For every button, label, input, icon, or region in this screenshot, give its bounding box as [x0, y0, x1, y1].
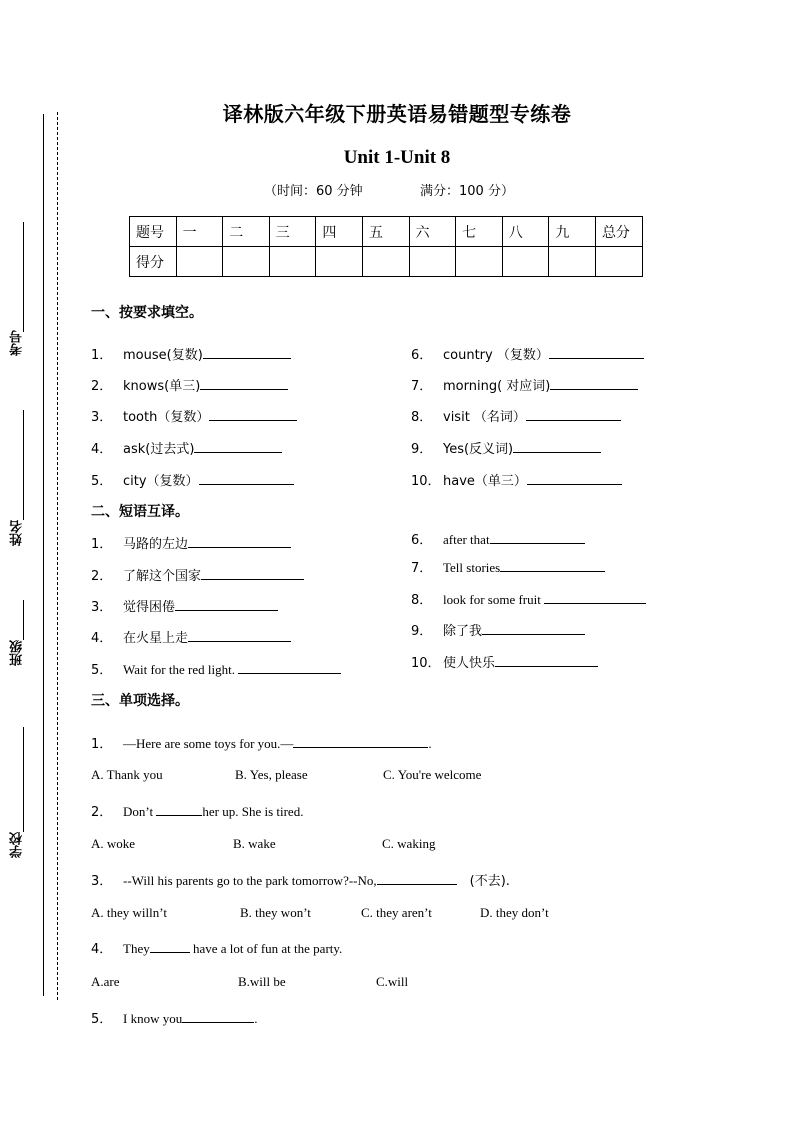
answer-blank[interactable]: [156, 803, 202, 816]
mcq-question: [91, 733, 432, 752]
section1-item: [91, 344, 291, 363]
item-text: 除了我: [443, 624, 483, 639]
section1-item: [411, 344, 644, 363]
section2-item: [91, 533, 291, 552]
item-number: 7．: [411, 561, 433, 576]
section2-item: [91, 565, 304, 584]
item-text: 觉得困倦: [123, 600, 176, 615]
item-number: 10．: [411, 474, 441, 489]
answer-blank[interactable]: [495, 654, 598, 667]
item-text: city（复数）: [123, 474, 199, 489]
score-input-cell[interactable]: [595, 247, 642, 277]
score-cell-header: 八: [502, 217, 549, 247]
mcq-question: [91, 1008, 257, 1027]
answer-blank[interactable]: [513, 440, 601, 453]
mcq-option[interactable]: C. waking: [382, 836, 436, 851]
section1-item: [411, 470, 622, 489]
answer-blank[interactable]: [238, 661, 341, 674]
answer-blank[interactable]: [544, 591, 646, 604]
mcq-option[interactable]: B. Yes, please: [235, 767, 308, 782]
class-blank[interactable]: [23, 600, 24, 640]
exam-no-label: 考号: [10, 330, 25, 356]
score-cell-header: 总分: [595, 217, 642, 247]
score-input-cell[interactable]: [316, 247, 363, 277]
mcq-option[interactable]: A. they willn’t: [91, 905, 167, 920]
section2-item: [91, 659, 341, 678]
answer-blank[interactable]: [209, 408, 297, 421]
full-score: 满分：100 分）: [420, 184, 514, 199]
section2-item: [411, 557, 605, 576]
item-text: tooth（复数）: [123, 410, 210, 425]
item-number: 3．: [91, 410, 113, 425]
question-text: her up. She is tired.: [202, 804, 304, 819]
mcq-option[interactable]: B.will be: [238, 974, 286, 989]
item-number: 5．: [91, 1012, 113, 1027]
item-number: 3．: [91, 874, 113, 889]
mcq-option[interactable]: C.will: [376, 974, 409, 989]
page-title: 译林版六年级下册英语易错题型专练卷: [222, 102, 572, 126]
section2-item: [411, 620, 585, 639]
item-number: 8．: [411, 593, 433, 608]
item-number: 10．: [411, 656, 441, 671]
item-text: knows(单三): [123, 379, 201, 394]
question-end: .: [428, 736, 432, 751]
item-text: morning( 对应词): [443, 379, 551, 394]
score-input-cell[interactable]: [176, 247, 223, 277]
answer-blank[interactable]: [200, 377, 288, 390]
item-number: 6．: [411, 533, 433, 548]
section2-item: [411, 652, 598, 671]
score-cell-header: 一: [176, 217, 223, 247]
section1-item: [411, 406, 621, 425]
section2-item: [411, 529, 585, 548]
score-input-cell[interactable]: [269, 247, 316, 277]
item-text: Tell stories: [443, 560, 501, 575]
section1-item: [411, 438, 601, 457]
answer-blank[interactable]: [550, 377, 638, 390]
section1-item: [91, 470, 294, 489]
answer-blank[interactable]: [526, 408, 621, 421]
score-input-cell[interactable]: [409, 247, 456, 277]
answer-blank[interactable]: [150, 940, 190, 953]
item-text: visit （名词）: [443, 410, 526, 425]
section3-heading: 三、单项选择。: [91, 693, 189, 709]
mcq-option[interactable]: A.are: [91, 974, 120, 989]
item-number: 2．: [91, 805, 113, 820]
answer-blank[interactable]: [377, 872, 457, 885]
answer-blank[interactable]: [549, 346, 644, 359]
score-table: [129, 216, 643, 277]
item-number: 2．: [91, 379, 113, 394]
item-number: 4．: [91, 631, 113, 646]
item-number: 4．: [91, 942, 113, 957]
mcq-option[interactable]: B. they won’t: [240, 905, 311, 920]
name-blank[interactable]: [23, 410, 24, 520]
answer-blank[interactable]: [194, 440, 282, 453]
score-cell-header: 六: [409, 217, 456, 247]
section2-item: [91, 596, 278, 615]
score-input-cell[interactable]: [223, 247, 270, 277]
score-table-score-row: [130, 247, 643, 277]
score-input-cell[interactable]: [502, 247, 549, 277]
answer-blank[interactable]: [188, 629, 291, 642]
school-blank[interactable]: [23, 727, 24, 832]
item-number: 7．: [411, 379, 433, 394]
exam-no-blank[interactable]: [23, 222, 24, 332]
item-number: 9．: [411, 442, 433, 457]
item-number: 1．: [91, 348, 113, 363]
answer-blank[interactable]: [482, 622, 585, 635]
item-text: look for some fruit: [443, 592, 541, 607]
section1-item: [91, 438, 282, 457]
answer-blank[interactable]: [182, 1010, 254, 1023]
score-input-cell[interactable]: [549, 247, 596, 277]
mcq-question: [91, 938, 342, 957]
item-number: 9．: [411, 624, 433, 639]
answer-blank[interactable]: [527, 472, 622, 485]
item-text: have（单三）: [443, 474, 527, 489]
page-subtitle: Unit 1-Unit 8: [343, 147, 451, 168]
answer-blank[interactable]: [500, 559, 605, 572]
time-limit: （时间：60 分钟: [264, 184, 363, 199]
answer-blank[interactable]: [490, 531, 585, 544]
item-text: Wait for the red light.: [123, 662, 235, 677]
section2-item: [411, 589, 646, 608]
score-input-cell[interactable]: [456, 247, 503, 277]
question-end: .: [254, 1011, 258, 1026]
question-text: have a lot of fun at the party.: [192, 941, 343, 956]
question-text: They: [123, 941, 150, 956]
answer-blank[interactable]: [199, 472, 294, 485]
section1-item: [91, 406, 297, 425]
mcq-option[interactable]: B. wake: [233, 836, 276, 851]
item-number: 4．: [91, 442, 113, 457]
mcq-option[interactable]: A. woke: [91, 836, 136, 851]
answer-blank[interactable]: [293, 735, 428, 748]
mcq-question: [91, 801, 303, 820]
answer-blank[interactable]: [188, 535, 291, 548]
answer-blank[interactable]: [175, 598, 278, 611]
question-text: --Will his parents go to the park tomorrow?--No,: [123, 873, 377, 888]
question-text: Don’t: [123, 804, 154, 819]
item-text: Yes(反义词): [443, 442, 514, 457]
question-text: —Here are some toys for you.—: [123, 736, 294, 751]
item-text: 了解这个国家: [123, 569, 202, 584]
score-row-label: 得分: [130, 247, 177, 277]
name-label: 姓名: [10, 520, 25, 546]
score-cell-header: 九: [549, 217, 596, 247]
answer-blank[interactable]: [203, 346, 291, 359]
item-text: 在火星上走: [123, 631, 189, 646]
margin-solid-line: [43, 114, 44, 996]
mcq-question: [91, 870, 510, 889]
item-number: 2．: [91, 569, 113, 584]
question-hint: (不去).: [469, 874, 510, 889]
margin-dashed-line: [57, 112, 58, 1000]
section2-heading: 二、短语互译。: [91, 504, 189, 520]
section1-item: [411, 375, 638, 394]
item-text: country （复数）: [443, 348, 549, 363]
score-cell-header: 二: [223, 217, 270, 247]
item-number: 8．: [411, 410, 433, 425]
item-text: 使人快乐: [443, 656, 496, 671]
class-label: 班级: [10, 640, 25, 666]
item-text: after that: [443, 532, 490, 547]
school-label: 学校: [10, 832, 25, 858]
section1-heading: 一、按要求填空。: [91, 305, 203, 321]
score-cell-header: 题号: [130, 217, 177, 247]
item-number: 6．: [411, 348, 433, 363]
score-cell-header: 三: [269, 217, 316, 247]
item-number: 1．: [91, 737, 113, 752]
item-number: 3．: [91, 600, 113, 615]
item-text: 马路的左边: [123, 537, 189, 552]
score-cell-header: 五: [362, 217, 409, 247]
score-table-header-row: [130, 217, 643, 247]
score-cell-header: 七: [456, 217, 503, 247]
item-number: 1．: [91, 537, 113, 552]
item-text: mouse(复数): [123, 348, 203, 363]
section1-item: [91, 375, 288, 394]
item-text: ask(过去式): [123, 442, 195, 457]
question-text: I know you: [123, 1011, 183, 1026]
score-input-cell[interactable]: [362, 247, 409, 277]
answer-blank[interactable]: [201, 567, 304, 580]
mcq-option[interactable]: A. Thank you: [91, 767, 163, 782]
mcq-option[interactable]: C. You're welcome: [383, 767, 482, 782]
item-number: 5．: [91, 663, 113, 678]
score-cell-header: 四: [316, 217, 363, 247]
mcq-option[interactable]: D. they don’t: [480, 905, 549, 920]
item-number: 5．: [91, 474, 113, 489]
mcq-option[interactable]: C. they aren’t: [361, 905, 432, 920]
section2-item: [91, 627, 291, 646]
